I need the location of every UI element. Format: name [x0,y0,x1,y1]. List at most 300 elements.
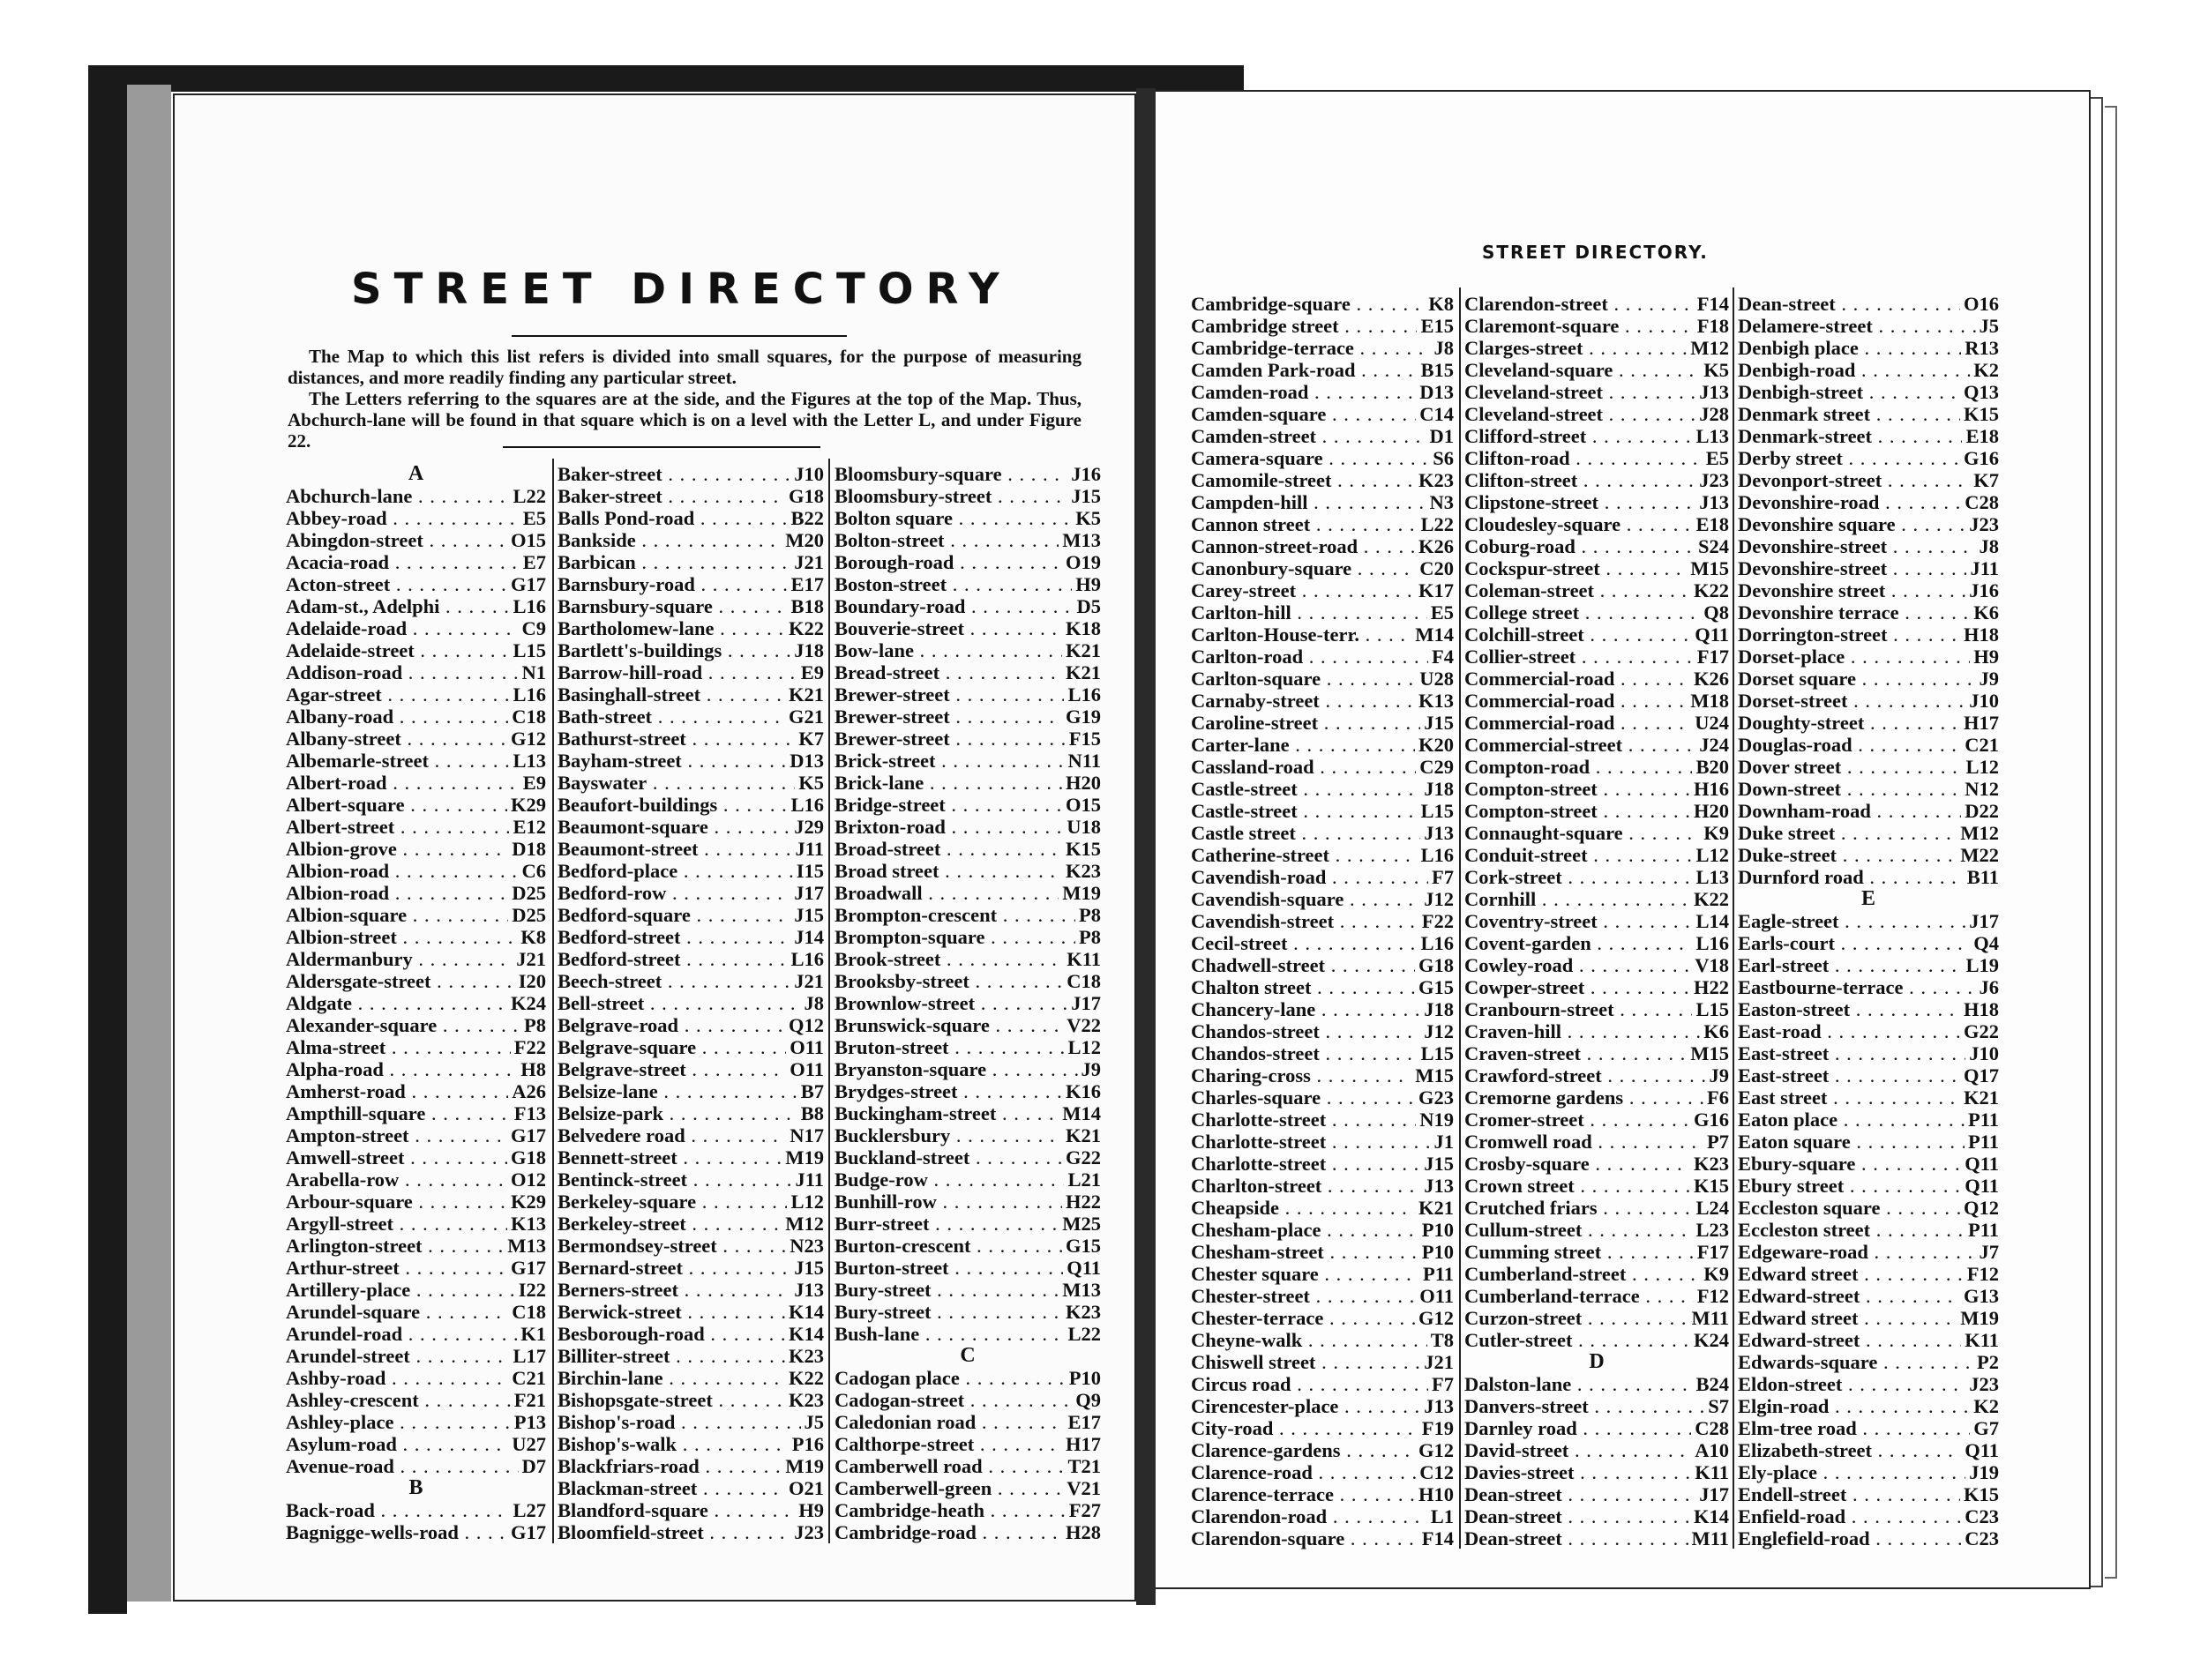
street-name: Denmark-street . . . [1738,425,1962,447]
street-name: Canonbury-square . . . [1191,557,1416,579]
map-square-ref: M15 [1690,557,1729,579]
directory-entry [1738,601,1999,623]
directory-entry [1191,425,1454,447]
directory-entry [835,1235,1101,1257]
directory-entry [835,1301,1101,1323]
street-name: Coleman-street . . . [1464,579,1690,601]
directory-entry [1191,866,1454,888]
directory-entry [1738,1329,1999,1351]
map-square-ref: G17 [510,573,546,595]
street-name: Carter-lane . . . [1191,734,1415,756]
street-name: Commercial-road . . . [1464,712,1691,734]
directory-entry [835,639,1101,661]
street-name: Broadwall . . . [835,882,1059,904]
street-name: Cadogan-street . . . [835,1389,1072,1411]
directory-entry [1738,1395,1999,1417]
map-square-ref: J15 [1424,712,1454,734]
street-name: Clifton-road . . . [1464,447,1703,469]
street-name: Cornhill . . . [1464,888,1690,910]
directory-entry [1738,403,1999,425]
directory-entry [1464,469,1729,491]
street-name: Camberwell road . . . [835,1455,1064,1477]
street-name: Brydges-street . . . [835,1080,1062,1102]
directory-entry [1191,844,1454,866]
directory-column [286,463,546,1543]
directory-entry [286,529,546,551]
street-name: Cambridge-heath . . . [835,1499,1066,1521]
directory-entry [286,617,546,639]
directory-entry [558,661,824,683]
directory-entry [1191,1086,1454,1109]
directory-entry [1464,1373,1729,1395]
directory-entry [1464,293,1729,315]
map-square-ref: C23 [1965,1505,1999,1527]
directory-entry [1738,1263,1999,1285]
map-square-ref: P11 [1967,1219,1999,1241]
map-square-ref: L15 [1420,800,1454,822]
map-square-ref: F13 [513,1102,546,1124]
directory-entry [835,1213,1101,1235]
street-name: Chester-street . . . [1191,1285,1416,1307]
directory-entry [1738,513,1999,535]
street-name: Blackman-street . . . [558,1477,785,1499]
directory-entry [286,1235,546,1257]
map-square-ref: K1 [520,1323,546,1345]
map-square-ref: J11 [1970,557,1999,579]
map-square-ref: J28 [1699,403,1729,425]
directory-entry [835,1499,1101,1521]
directory-entry [1464,976,1729,998]
street-name: Collier-street . . . [1464,646,1694,668]
directory-entry [558,485,824,507]
directory-entry [835,485,1101,507]
map-square-ref: J9 [1979,668,1999,690]
directory-entry [1191,756,1454,778]
directory-entry [835,1146,1101,1169]
map-square-ref: J8 [1433,337,1454,359]
directory-entry [835,1169,1101,1191]
directory-entry [286,595,546,617]
map-square-ref: K14 [1693,1505,1729,1527]
street-name: Craven-street . . . [1464,1042,1687,1064]
directory-entry [558,970,824,992]
map-square-ref: P8 [524,1014,546,1036]
directory-entry [558,904,824,926]
directory-entry [286,573,546,595]
map-square-ref: J21 [794,551,824,573]
street-name: Arbour-square . . . [286,1191,507,1213]
map-square-ref: Q11 [1067,1257,1101,1279]
street-name: Carlton-House-terr. . . . [1191,623,1411,646]
street-name: Amherst-road . . . [286,1080,508,1102]
street-name: Birchin-lane . . . [558,1367,785,1389]
street-name: Boston-street . . . [835,573,1072,595]
section-letter-heading: C [960,1344,976,1367]
street-name: Bolton square . . . [835,507,1072,529]
street-name: Barnsbury-square . . . [558,595,787,617]
directory-entry [1191,778,1454,800]
street-name: Cannon street . . . [1191,513,1417,535]
directory-entry [558,551,824,573]
directory-entry [1464,866,1729,888]
directory-entry [1738,1109,1999,1131]
street-name: Artillery-place . . . [286,1279,515,1301]
map-square-ref: L15 [1420,1042,1454,1064]
directory-entry [1191,337,1454,359]
map-square-ref: L13 [1695,866,1729,888]
column-rule [552,459,554,1543]
directory-entry [1191,1285,1454,1307]
map-square-ref: G16 [1963,447,1999,469]
street-name: Acton-street . . . [286,573,507,595]
street-name: Camberwell-green . . . [835,1477,1063,1499]
map-square-ref: H16 [1693,778,1729,800]
street-name: Cambridge-road . . . [835,1521,1062,1543]
directory-entry [1191,1307,1454,1329]
street-name: Brompton-square . . . [835,926,1075,948]
street-name: Adelaide-street . . . [286,639,509,661]
street-name: Devonshire-street . . . [1738,535,1976,557]
street-name: Bagnigge-wells-road . . . [286,1521,507,1543]
street-name: Belgrave-street . . . [558,1058,786,1080]
directory-entry [1464,888,1729,910]
directory-entry [1191,822,1454,844]
street-name: Elizabeth-street . . . [1738,1439,1961,1461]
map-square-ref: J15 [1071,485,1101,507]
map-square-ref: J16 [1969,579,1999,601]
street-name: Cumming street . . . [1464,1241,1694,1263]
street-name: Connaught-square . . . [1464,822,1700,844]
street-name: Bell-street . . . [558,992,801,1014]
street-name: East-street . . . [1738,1042,1965,1064]
directory-entry [1738,954,1999,976]
street-name: Arundel-street . . . [286,1345,509,1367]
map-square-ref: J24 [1699,734,1729,756]
column-rule [1733,287,1734,1549]
street-name: Bury-street . . . [835,1301,1062,1323]
directory-entry [286,1323,546,1345]
street-name: Edgeware-road . . . [1738,1241,1976,1263]
directory-entry [558,992,824,1014]
map-square-ref: J8 [1979,535,1999,557]
directory-entry [558,1036,824,1058]
map-square-ref: C21 [1965,734,1999,756]
street-name: Bow-lane . . . [835,639,1062,661]
map-square-ref: K29 [510,794,546,816]
map-square-ref: C18 [1067,970,1101,992]
street-name: Brook-street . . . [835,948,1063,970]
street-name: Eccleston square . . . [1738,1197,1960,1219]
directory-entry [1464,1020,1729,1042]
street-name: Eccleston street . . . [1738,1219,1965,1241]
street-name: Bloomfield-street . . . [558,1521,790,1543]
directory-entry [1738,1153,1999,1175]
street-name: Cannon-street-road . . . [1191,535,1415,557]
map-square-ref: J10 [1969,690,1999,712]
directory-entry [1738,844,1999,866]
directory-column [558,463,824,1543]
street-name: Chandos-street . . . [1191,1020,1420,1042]
map-square-ref: L19 [1965,954,1999,976]
street-name: Berners-street . . . [558,1279,790,1301]
directory-entry [1738,1483,1999,1505]
street-name: Agar-street . . . [286,683,509,706]
directory-entry [558,683,824,706]
street-name: Bishop's-road . . . [558,1411,801,1433]
map-square-ref: C9 [521,617,546,639]
map-square-ref: D7 [521,1455,546,1477]
directory-entry [1464,712,1729,734]
street-name: Down-street . . . [1738,778,1961,800]
map-square-ref: L16 [1067,683,1101,706]
directory-entry [558,948,824,970]
book-gutter [1136,88,1156,1605]
map-square-ref: N19 [1419,1109,1454,1131]
map-square-ref: J10 [794,463,824,485]
map-square-ref: J12 [1424,1020,1454,1042]
street-name: Clarence-gardens . . . [1191,1439,1415,1461]
street-name: Arundel-square . . . [286,1301,508,1323]
map-square-ref: K5 [1075,507,1101,529]
intro-text-1: The Map to which this list refers is divided into small squares, for the purpose of measuring distances, and more readily finding any particular street. [288,346,1082,388]
directory-entry [286,1014,546,1036]
street-name: Bouverie-street . . . [835,617,1062,639]
street-name: Caledonian road . . . [835,1411,1064,1433]
directory-entry [1738,1219,1999,1241]
map-square-ref: K15 [1963,403,1999,425]
street-name: Chester-terrace . . . [1191,1307,1415,1329]
map-square-ref: P8 [1079,926,1101,948]
map-square-ref: H20 [1693,800,1729,822]
street-name: Clarence-terrace . . . [1191,1483,1415,1505]
map-square-ref: B24 [1695,1373,1729,1395]
map-square-ref: F18 [1696,315,1729,337]
directory-entry [286,1213,546,1235]
street-name: Earl-street . . . [1738,954,1962,976]
map-square-ref: P10 [1421,1219,1454,1241]
map-square-ref: P11 [1422,1263,1454,1285]
map-square-ref: K11 [1067,948,1101,970]
directory-entry [1191,800,1454,822]
map-square-ref: C14 [1419,403,1454,425]
directory-entry [835,706,1101,728]
directory-entry [286,1521,546,1543]
directory-entry [1191,1197,1454,1219]
street-name: Albemarle-street . . . [286,750,509,772]
map-square-ref: L16 [1420,844,1454,866]
map-square-ref: E5 [1430,601,1454,623]
street-name: Belvedere road . . . [558,1124,786,1146]
street-name: Abchurch-lane . . . [286,485,509,507]
street-name: Back-road . . . [286,1499,509,1521]
street-name: Doughty-street . . . [1738,712,1960,734]
street-name: Arabella-row . . . [286,1169,507,1191]
column-rule [1459,287,1461,1549]
street-name: Charlton-street . . . [1191,1175,1420,1197]
map-square-ref: B8 [800,1102,824,1124]
street-name: Charing-cross . . . [1191,1064,1411,1086]
street-name: Albert-road . . . [286,772,520,794]
street-name: Argyll-street . . . [286,1213,507,1235]
street-name: Bathurst-street . . . [558,728,795,750]
directory-entry [1738,557,1999,579]
street-name: Adelaide-road . . . [286,617,519,639]
directory-entry [1191,469,1454,491]
directory-entry [835,970,1101,992]
street-name: Devonshire street . . . [1738,579,1965,601]
directory-entry [558,1235,824,1257]
street-name: Charlotte-street . . . [1191,1153,1420,1175]
map-square-ref: S6 [1433,447,1454,469]
street-name: Arundel-road . . . [286,1323,517,1345]
directory-entry [558,463,824,485]
directory-entry [835,860,1101,882]
map-square-ref: L27 [513,1499,546,1521]
street-name: Cavendish-street . . . [1191,910,1418,932]
directory-entry [1464,403,1729,425]
map-square-ref: C28 [1695,1417,1729,1439]
directory-entry [835,1389,1101,1411]
street-name: Cambridge street . . . [1191,315,1417,337]
map-square-ref: K5 [798,772,824,794]
map-square-ref: K16 [1065,1080,1101,1102]
street-name: Bunhill-row . . . [835,1191,1062,1213]
directory-entry [1738,535,1999,557]
street-name: Cavendish-road . . . [1191,866,1428,888]
street-name: Clarendon-road . . . [1191,1505,1427,1527]
street-name: City-road . . . [1191,1417,1418,1439]
directory-column [835,463,1101,1543]
book-edge-top [88,65,1244,92]
directory-entry [558,706,824,728]
street-name: Camomile-street . . . [1191,469,1415,491]
directory-entry [1191,579,1454,601]
map-square-ref: U18 [1067,816,1101,838]
map-square-ref: K14 [788,1301,824,1323]
map-square-ref: O16 [1963,293,1999,315]
street-name: Durnford road . . . [1738,866,1964,888]
street-name: Dorset-street . . . [1738,690,1965,712]
street-name: Alpha-road . . . [286,1058,517,1080]
map-square-ref: K24 [510,992,546,1014]
street-name: Bolton-street . . . [835,529,1059,551]
street-name: Commercial-road . . . [1464,690,1687,712]
street-name: Cromwell road . . . [1464,1131,1703,1153]
map-square-ref: K15 [1693,1175,1729,1197]
street-name: Chesham-street . . . [1191,1241,1418,1263]
map-square-ref: E17 [1067,1411,1101,1433]
directory-entry [1464,425,1729,447]
street-name: Devonshire terrace . . . [1738,601,1970,623]
map-square-ref: J13 [1424,822,1454,844]
directory-entry [1738,469,1999,491]
directory-entry [286,904,546,926]
street-name: Danvers-street . . . [1464,1395,1704,1417]
directory-entry [558,1146,824,1169]
street-name: Berkeley-square . . . [558,1191,787,1213]
street-name: Clarence-road . . . [1191,1461,1416,1483]
map-square-ref: J29 [794,816,824,838]
directory-entry [286,1058,546,1080]
map-square-ref: I20 [518,970,546,992]
map-square-ref: F22 [513,1036,546,1058]
directory-entry [1191,888,1454,910]
street-name: Belgrave-road . . . [558,1014,785,1036]
street-name: Albion-road . . . [286,860,519,882]
map-square-ref: K23 [788,1345,824,1367]
street-name: Brick-lane . . . [835,772,1062,794]
street-name: Delamere-street . . . [1738,315,1976,337]
directory-entry [835,1279,1101,1301]
column-rule [828,459,830,1543]
map-square-ref: M14 [1415,623,1454,646]
map-square-ref: K21 [1418,1197,1454,1219]
street-name: Albion-street . . . [286,926,517,948]
directory-entry [1738,756,1999,778]
directory-entry [1738,998,1999,1020]
map-square-ref: F12 [1966,1263,1999,1285]
directory-column [1738,293,1999,1549]
directory-entry [286,1279,546,1301]
street-name: Devonshire-street . . . [1738,557,1966,579]
directory-entry [286,661,546,683]
directory-entry [835,529,1101,551]
map-square-ref: K23 [1418,469,1454,491]
directory-entry [286,882,546,904]
map-square-ref: J17 [1071,992,1101,1014]
directory-entry [1738,734,1999,756]
street-name: Basinghall-street . . . [558,683,785,706]
map-square-ref: J23 [1969,513,1999,535]
directory-entry [835,992,1101,1014]
running-head: STREET DIRECTORY. [1482,242,1709,263]
street-name: Edward-street . . . [1738,1329,1961,1351]
map-square-ref: J17 [1699,1483,1729,1505]
directory-entry [558,1213,824,1235]
directory-entry [835,463,1101,485]
map-square-ref: O21 [788,1477,824,1499]
street-name: David-street . . . [1464,1439,1691,1461]
street-name: Cecil-street . . . [1191,932,1417,954]
street-name: Dean-street . . . [1464,1483,1695,1505]
directory-entry [1738,866,1999,888]
directory-entry [1464,1329,1729,1351]
street-name: Charlotte-street . . . [1191,1131,1431,1153]
street-name: Beaumont-square . . . [558,816,790,838]
directory-entry [1738,381,1999,403]
map-square-ref: K2 [1973,1395,1999,1417]
street-name: Chesham-place . . . [1191,1219,1418,1241]
map-square-ref: N11 [1067,750,1101,772]
street-name: Elm-tree road . . . [1738,1417,1970,1439]
directory-entry [1191,910,1454,932]
directory-entry [558,1102,824,1124]
street-name: Aldgate . . . [286,992,507,1014]
street-name: Clarendon-square . . . [1191,1527,1418,1549]
map-square-ref: O15 [510,529,546,551]
map-square-ref: J21 [794,970,824,992]
street-name: Dean-street . . . [1738,293,1960,315]
map-square-ref: K29 [510,1191,546,1213]
map-square-ref: M15 [1415,1064,1454,1086]
directory-entry [835,750,1101,772]
directory-entry [1464,646,1729,668]
map-square-ref: K26 [1418,535,1454,557]
street-name: Dean-street . . . [1464,1527,1688,1549]
map-square-ref: G13 [1963,1285,1999,1307]
map-square-ref: B7 [800,1080,824,1102]
street-name: Chancery-lane . . . [1191,998,1420,1020]
